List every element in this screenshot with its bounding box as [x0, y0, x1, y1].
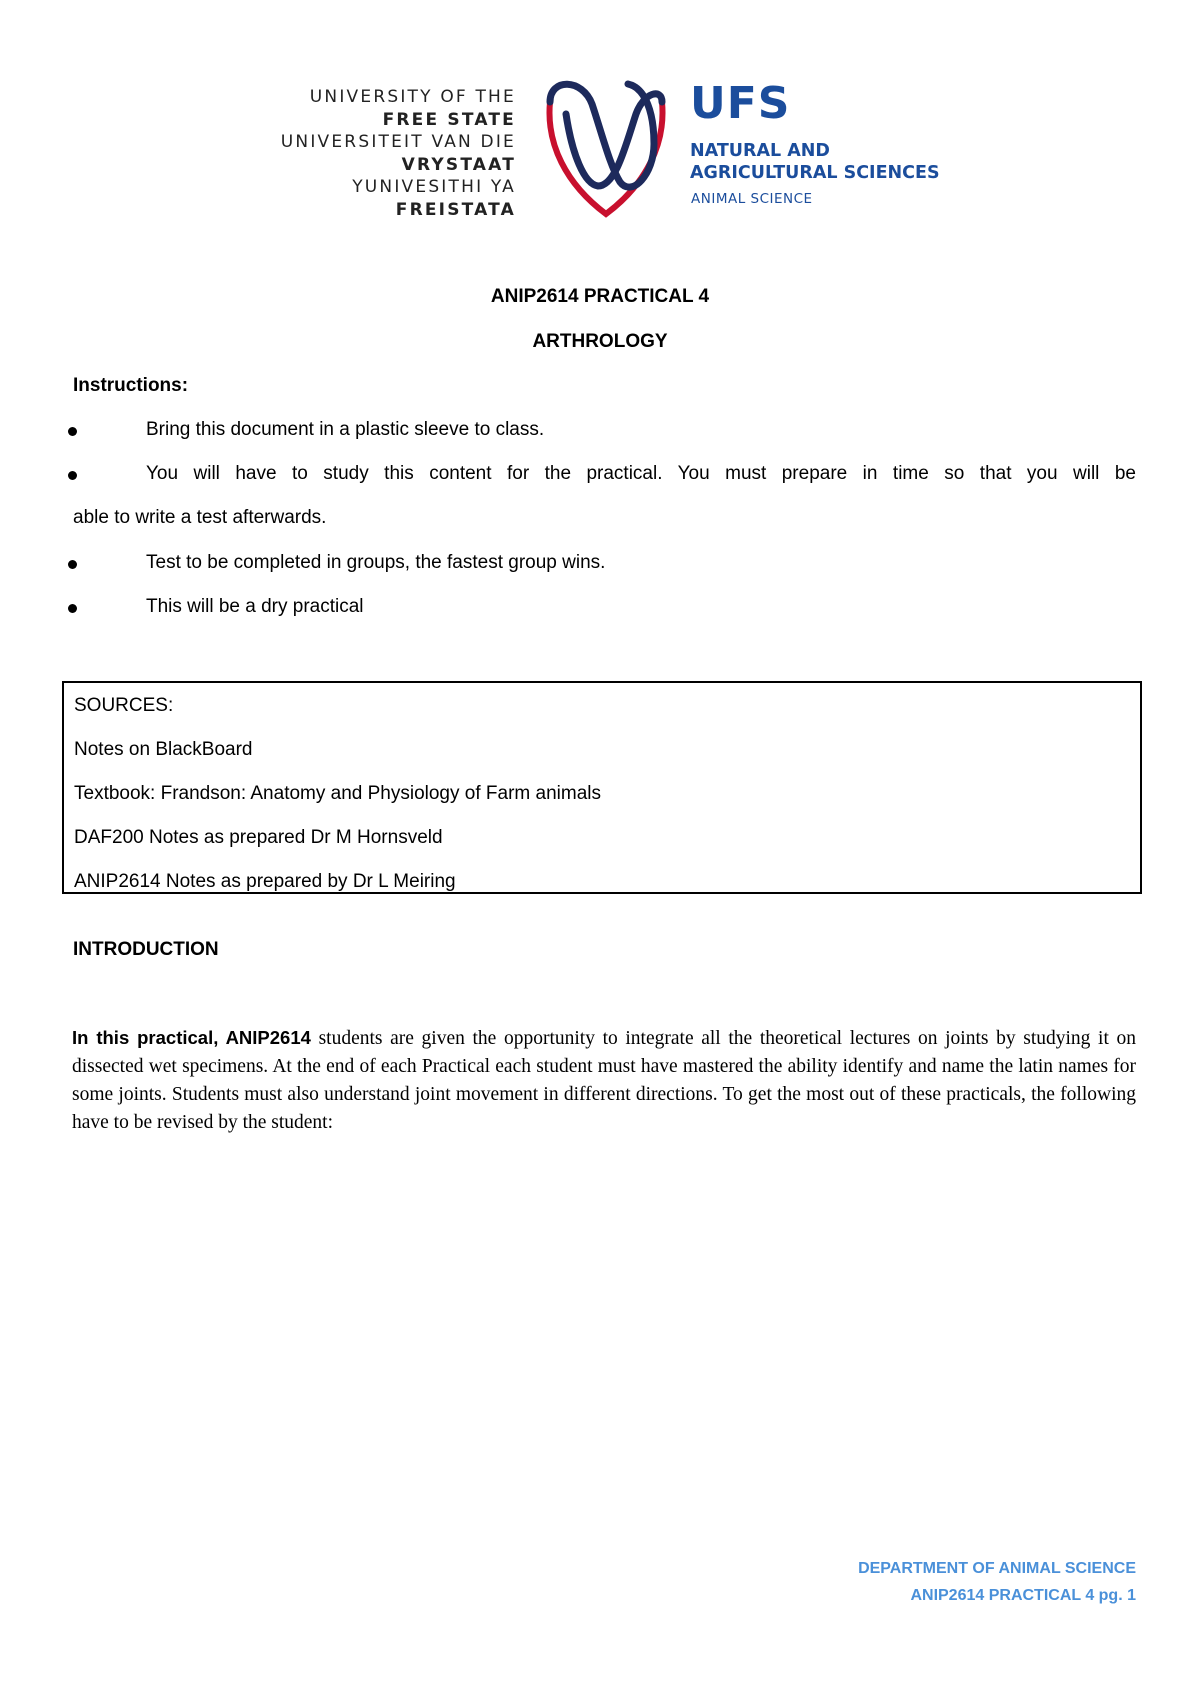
- sources-heading: SOURCES:: [74, 695, 174, 716]
- source-item: Textbook: Frandson: Anatomy and Physiology of Farm animals: [74, 783, 601, 804]
- introduction-lead: In this practical, ANIP2614: [72, 1027, 311, 1048]
- faculty-name: [690, 140, 940, 184]
- bullet-icon: [68, 560, 77, 569]
- university-name-line-6: FREISTATA: [395, 199, 516, 220]
- sources-box: [62, 681, 1142, 894]
- university-name-line-5: YUNIVESITHI YA: [352, 177, 516, 197]
- source-item: DAF200 Notes as prepared Dr M Hornsveld: [74, 827, 443, 848]
- document-title: ANIP2614 PRACTICAL 4: [490, 286, 710, 307]
- university-name-line-3: UNIVERSITEIT VAN DIE: [280, 132, 516, 152]
- introduction-paragraph: [72, 1024, 1136, 1137]
- university-name-line-1: UNIVERSITY OF THE: [309, 87, 516, 107]
- source-item: ANIP2614 Notes as prepared by Dr L Meiring: [74, 871, 456, 892]
- introduction-heading: INTRODUCTION: [73, 939, 219, 960]
- instructions-heading: Instructions:: [73, 375, 189, 396]
- faculty-name-line-2: AGRICULTURAL SCIENCES: [690, 163, 940, 183]
- introduction-body: students are given the opportunity to integrate all the theoretical lectures on joints by studying it on dissected wet specimens. At the end of each Practical each student must have mastered the ability identify and name the latin names for some joints. Students must also understand joint movement in different directions. To get the most out of these practicals, the following have to be revised by the student:: [72, 1028, 1137, 1133]
- bullet-icon: [68, 471, 77, 480]
- department-name: ANIMAL SCIENCE: [691, 191, 813, 207]
- university-name-block: [281, 86, 516, 221]
- ufs-acronym: UFS: [690, 78, 791, 129]
- faculty-name-line-1: NATURAL AND: [690, 141, 830, 161]
- footer-department: DEPARTMENT OF ANIMAL SCIENCE: [858, 1560, 1136, 1577]
- bullet-icon: [68, 604, 77, 613]
- instruction-item-2-line-1: You will have to study this content for the practical. You must prepare in time so that you will be: [146, 463, 1136, 484]
- university-name-line-2: FREE STATE: [382, 109, 516, 130]
- instruction-item-2-line-2: able to write a test afterwards.: [73, 507, 327, 528]
- document-subtitle: ARTHROLOGY: [532, 331, 668, 352]
- footer-page-info: ANIP2614 PRACTICAL 4 pg. 1: [910, 1587, 1136, 1604]
- bullet-icon: [68, 427, 77, 436]
- ufs-emblem-logo: [536, 74, 676, 224]
- source-item: Notes on BlackBoard: [74, 739, 253, 760]
- instruction-item-3: Test to be completed in groups, the fastest group wins.: [146, 552, 606, 573]
- instruction-item-4: This will be a dry practical: [146, 596, 364, 617]
- instruction-item-1: Bring this document in a plastic sleeve to class.: [146, 419, 545, 440]
- university-name-line-4: VRYSTAAT: [401, 154, 516, 175]
